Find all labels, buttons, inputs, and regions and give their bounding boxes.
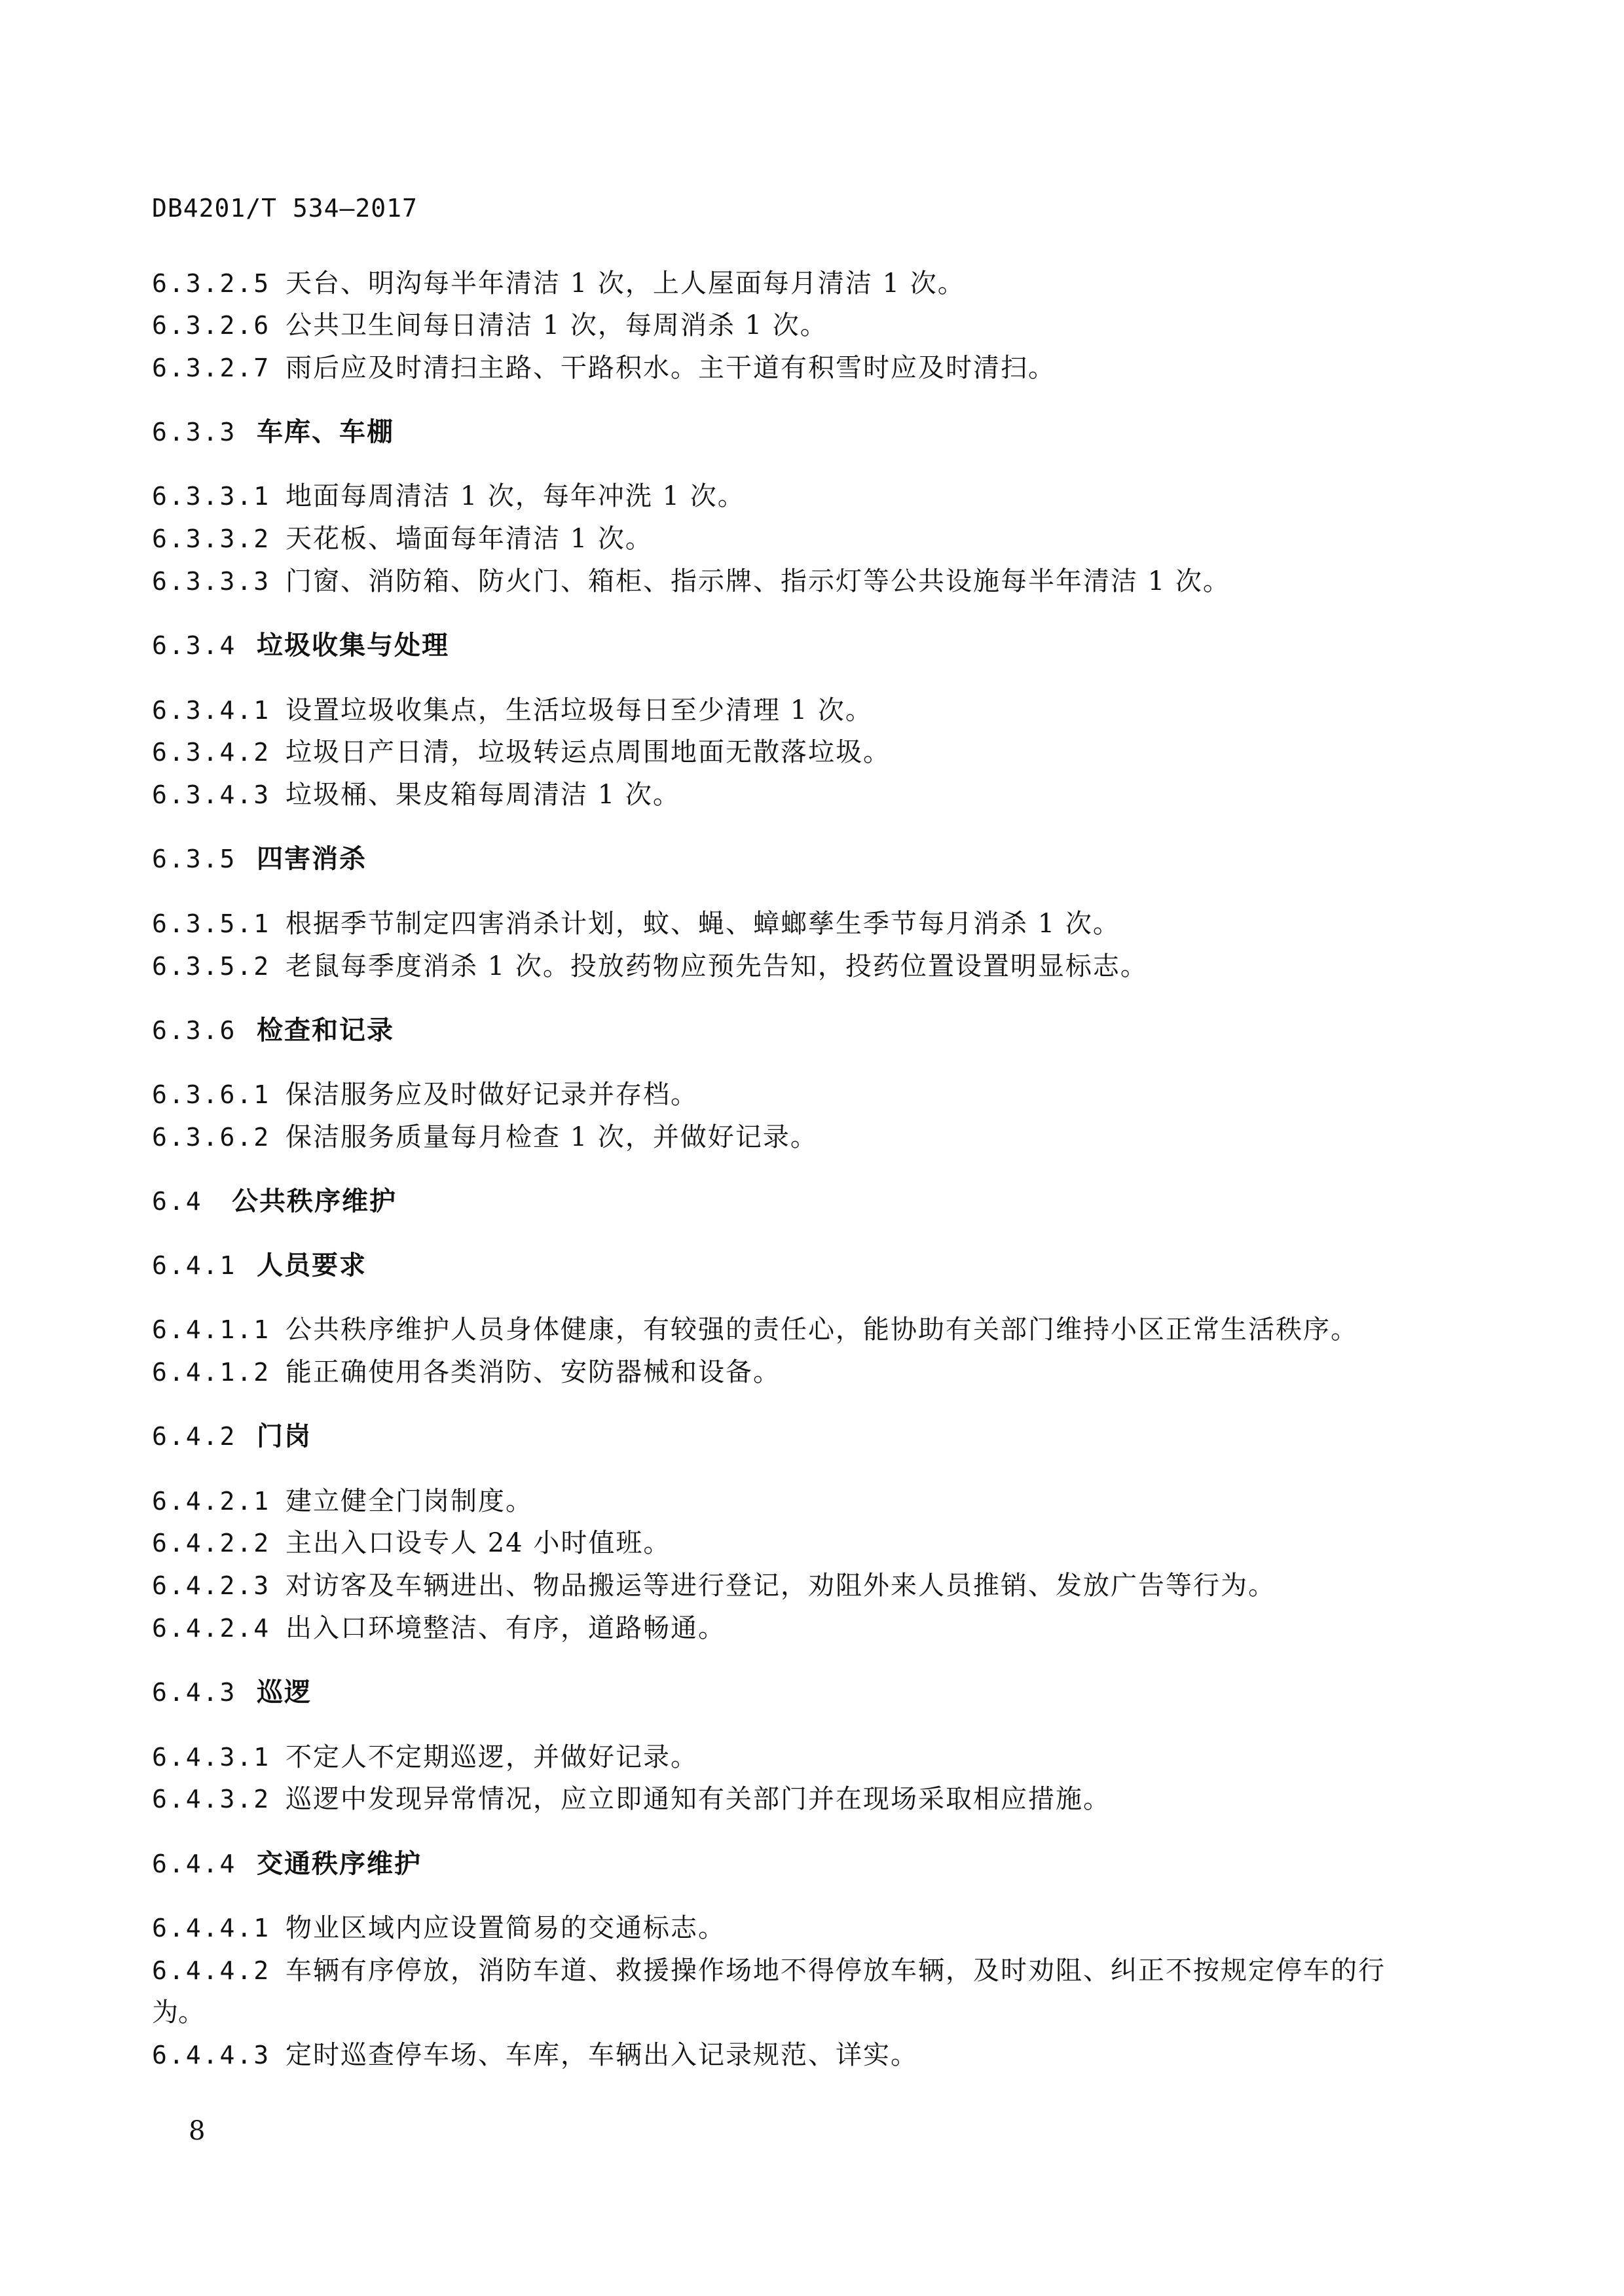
clause-number: 6.4.2.2: [152, 1529, 271, 1558]
clause-6-4-3-1: [152, 1736, 698, 1779]
clause-text: 保洁服务应及时做好记录并存档。: [286, 1080, 698, 1110]
clause-6-3-2-7: [152, 346, 1056, 390]
section-heading-6-3-3: [152, 410, 394, 454]
clause-text: 主出入口设专人 24 小时值班。: [286, 1528, 671, 1558]
clause-text: 能正确使用各类消防、安防器械和设备。: [286, 1357, 781, 1387]
clause-6-4-2-3: [152, 1564, 1276, 1607]
clause-text: 定时巡查停车场、车库，车辆出入记录规范、详实。: [286, 2040, 918, 2070]
clause-number: 6.4.2.4: [152, 1614, 271, 1643]
clause-number: 6.4.4.1: [152, 1914, 271, 1942]
clause-number: 6.4.2.1: [152, 1487, 271, 1516]
section-title: 垃圾收集与处理: [257, 630, 449, 661]
clause-text: 门窗、消防箱、防火门、箱柜、指示牌、指示灯等公共设施每半年清洁 1 次。: [286, 566, 1230, 596]
clause-continuation: 为。: [152, 1997, 204, 2028]
document-code: DB4201/T 534—2017: [152, 194, 418, 223]
clause-6-4-2-1: [152, 1480, 533, 1523]
section-title: 公共秩序维护: [232, 1186, 397, 1216]
clause-6-4-2-4: [152, 1607, 726, 1650]
clause-text: 天花板、墙面每年清洁 1 次。: [286, 524, 653, 554]
clause-number: 6.4.4.2: [152, 1956, 271, 1985]
clause-number: 6.3.2.5: [152, 269, 271, 298]
page-number: 8: [189, 2116, 206, 2146]
clause-number: 6.4.3.1: [152, 1743, 271, 1772]
section-title: 人员要求: [257, 1250, 367, 1281]
clause-number: 6.3.3.3: [152, 567, 271, 596]
section-title: 车库、车棚: [257, 417, 394, 447]
clause-6-4-4-3: [152, 2033, 918, 2077]
clause-6-3-6-1: [152, 1073, 698, 1116]
clause-number: 6.3.5.1: [152, 909, 271, 938]
clause-number: 6.4.4.3: [152, 2041, 271, 2069]
clause-text: 设置垃圾收集点，生活垃圾每日至少清理 1 次。: [286, 695, 873, 725]
clause-6-4-3-2: [152, 1777, 1111, 1821]
clause-text: 巡逻中发现异常情况，应立即通知有关部门并在现场采取相应措施。: [286, 1784, 1111, 1814]
clause-text: 老鼠每季度消杀 1 次。投放药物应预先告知，投药位置设置明显标志。: [286, 951, 1148, 981]
clause-text: 出入口环境整洁、有序，道路畅通。: [286, 1613, 726, 1643]
clause-6-4-4-1: [152, 1906, 726, 1950]
clause-number: 6.4.1.2: [152, 1358, 271, 1387]
section-heading-6-4-2: [152, 1415, 312, 1458]
clause-number: 6.3.4.1: [152, 696, 271, 725]
section-title: 巡逻: [257, 1677, 312, 1707]
clause-text: 垃圾桶、果皮箱每周清洁 1 次。: [286, 780, 680, 810]
clause-6-3-4-1: [152, 689, 873, 732]
clause-text: 车辆有序停放，消防车道、救援操作场地不得停放车辆，及时劝阻、纠正不按规定停车的行: [286, 1956, 1386, 1986]
section-number: 6.3.6: [152, 1016, 237, 1045]
section-title: 四害消杀: [257, 844, 367, 874]
clause-6-3-3-2: [152, 517, 653, 560]
clause-number: 6.3.2.7: [152, 354, 271, 382]
clause-text: 不定人不定期巡逻，并做好记录。: [286, 1742, 698, 1772]
clause-6-4-1-2: [152, 1351, 781, 1394]
clause-6-3-3-1: [152, 475, 745, 518]
clause-number: 6.3.5.2: [152, 952, 271, 981]
clause-6-3-2-6: [152, 304, 828, 347]
clause-number: 6.3.4.2: [152, 738, 271, 767]
section-number: 6.4.3: [152, 1678, 237, 1707]
section-number: 6.4.2: [152, 1422, 237, 1451]
clause-number: 6.4.2.3: [152, 1571, 271, 1600]
section-heading-6-3-5: [152, 837, 367, 881]
section-number: 6.3.4: [152, 631, 237, 660]
clause-6-4-2-2: [152, 1522, 671, 1565]
section-heading-6-4-3: [152, 1671, 312, 1714]
section-number: 6.4: [152, 1187, 203, 1216]
clause-number: 6.3.6.2: [152, 1123, 271, 1152]
clause-text: 天台、明沟每半年清洁 1 次，上人屋面每月清洁 1 次。: [286, 268, 965, 299]
clause-number: 6.3.3.1: [152, 482, 271, 511]
section-heading-6-4-1: [152, 1244, 367, 1287]
section-number: 6.3.3: [152, 418, 237, 446]
clause-text: 雨后应及时清扫主路、干路积水。主干道有积雪时应及时清扫。: [286, 353, 1056, 383]
section-number: 6.4.4: [152, 1850, 237, 1878]
clause-text: 垃圾日产日清，垃圾转运点周围地面无散落垃圾。: [286, 737, 891, 767]
clause-6-3-4-3: [152, 773, 680, 816]
clause-6-3-2-5: [152, 262, 965, 305]
clause-number: 6.3.2.6: [152, 311, 271, 340]
clause-text: 根据季节制定四害消杀计划，蚊、蝇、蟑螂孳生季节每月消杀 1 次。: [286, 909, 1120, 939]
clause-text: 公共卫生间每日清洁 1 次，每周消杀 1 次。: [286, 310, 828, 340]
section-title: 门岗: [257, 1421, 312, 1451]
clause-number: 6.3.6.1: [152, 1080, 271, 1109]
clause-6-3-4-2: [152, 731, 891, 774]
section-heading-6-3-6: [152, 1009, 394, 1052]
section-heading-6-3-4: [152, 624, 449, 667]
section-heading-6-4-4: [152, 1842, 422, 1886]
clause-text: 对访客及车辆进出、物品搬运等进行登记，劝阻外来人员推销、发放广告等行为。: [286, 1571, 1276, 1601]
clause-number: 6.3.3.2: [152, 524, 271, 553]
clause-text: 保洁服务质量每月检查 1 次，并做好记录。: [286, 1122, 818, 1152]
clause-6-3-5-2: [152, 945, 1148, 988]
clause-number: 6.4.3.2: [152, 1785, 271, 1813]
clause-number: 6.3.4.3: [152, 780, 271, 809]
section-heading-6-4: [152, 1180, 397, 1223]
section-title: 交通秩序维护: [257, 1849, 422, 1879]
section-title: 检查和记录: [257, 1015, 394, 1046]
clause-text: 物业区域内应设置简易的交通标志。: [286, 1913, 726, 1943]
clause-6-4-1-1: [152, 1308, 1358, 1351]
clause-text: 地面每周清洁 1 次，每年冲洗 1 次。: [286, 481, 745, 511]
section-number: 6.4.1: [152, 1251, 237, 1280]
clause-6-4-4-2: [152, 1949, 1386, 1992]
clause-6-3-5-1: [152, 902, 1120, 945]
clause-number: 6.4.1.1: [152, 1315, 271, 1344]
clause-text: 建立健全门岗制度。: [286, 1486, 533, 1516]
clause-6-3-3-3: [152, 560, 1230, 603]
section-number: 6.3.5: [152, 845, 237, 873]
clause-text: 公共秩序维护人员身体健康，有较强的责任心，能协助有关部门维持小区正常生活秩序。: [286, 1315, 1358, 1345]
clause-6-3-6-2: [152, 1116, 818, 1159]
